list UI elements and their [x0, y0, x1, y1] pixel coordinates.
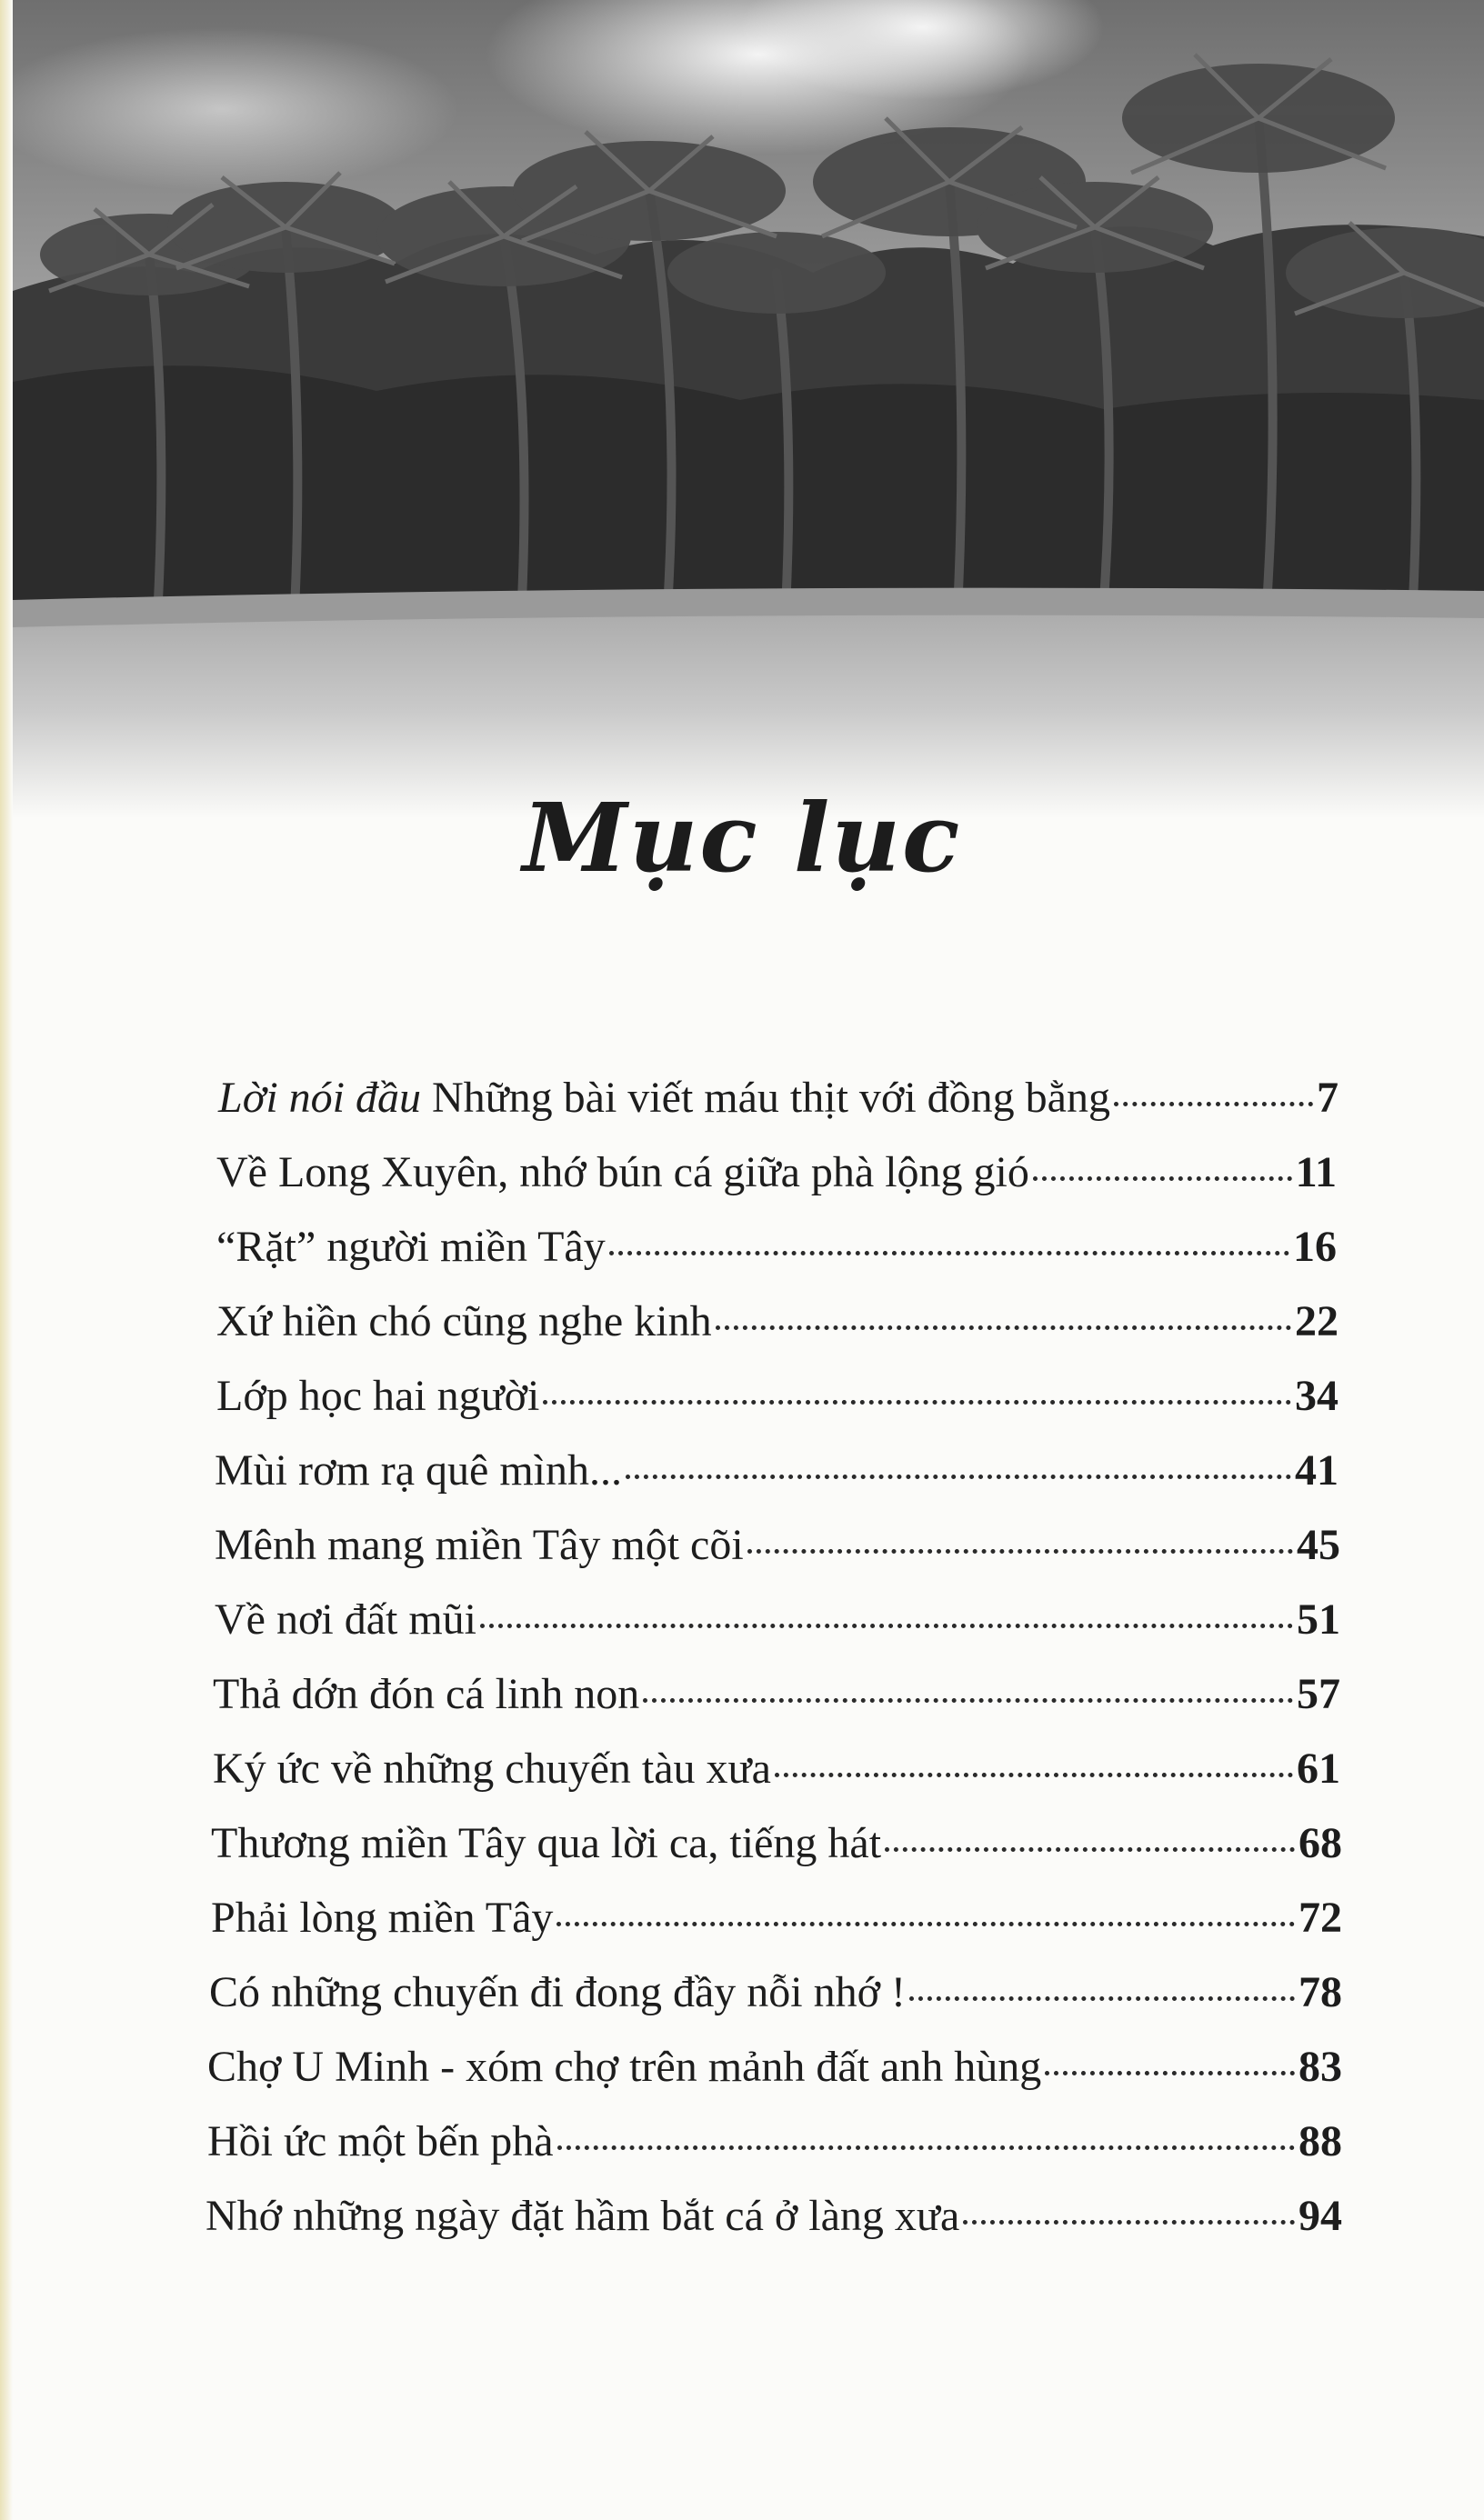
- palm-field-photo: [13, 0, 1484, 818]
- dot-leader: [480, 1624, 1293, 1628]
- page-title: Mục lục: [522, 782, 962, 894]
- dot-leader: [609, 1251, 1289, 1255]
- toc-entry-title: Lời nói đầu Những bài viết máu thịt với đồng bằng: [218, 1074, 1110, 1122]
- toc-entry-title: Mùi rơm rạ quê mình...: [215, 1446, 622, 1495]
- toc-entry: [206, 2191, 1342, 2255]
- toc-entry: [216, 1296, 1339, 1360]
- page-edge: [0, 0, 13, 2520]
- dot-leader: [626, 1475, 1291, 1479]
- toc-entry: [216, 1371, 1339, 1435]
- toc-entry-title: Thương miền Tây qua lời ca, tiếng hát: [211, 1819, 882, 1867]
- toc-entry: [215, 1445, 1339, 1509]
- toc-entry-title: Về nơi đất mũi: [215, 1595, 476, 1644]
- toc-entry-title: Thả dớn đón cá linh non: [213, 1670, 640, 1718]
- toc-entry-title: Mênh mang miền Tây một cõi: [215, 1521, 744, 1569]
- toc-entry-page: 11: [1295, 1148, 1337, 1196]
- toc-entry-page: 41: [1295, 1446, 1339, 1495]
- toc-entry-title: Về Long Xuyên, nhớ bún cá giữa phà lộng gió: [216, 1148, 1029, 1196]
- toc-entry-title: Chợ U Minh - xóm chợ trên mảnh đất anh hùng: [207, 2043, 1042, 2091]
- dot-leader: [1114, 1102, 1313, 1106]
- toc-entry-page: 16: [1293, 1223, 1337, 1271]
- dot-leader: [747, 1549, 1293, 1554]
- toc-entry-title: Lớp học hai người: [216, 1372, 540, 1420]
- toc-entry-page: 78: [1298, 1968, 1342, 2016]
- toc-entry-title: Nhớ những ngày đặt hầm bắt cá ở làng xưa: [206, 2192, 960, 2240]
- dot-leader: [1045, 2071, 1295, 2075]
- toc-entry-page: 68: [1298, 1819, 1342, 1867]
- toc-entry: [215, 1595, 1340, 1658]
- toc-entry-page: 61: [1297, 1745, 1340, 1793]
- toc-entry: [207, 2042, 1342, 2105]
- dot-leader: [1033, 1176, 1292, 1181]
- toc-entry: [215, 1520, 1340, 1584]
- toc-entry-title: Ký ức về những chuyến tàu xưa: [213, 1745, 771, 1793]
- toc-entry: [211, 1893, 1342, 1956]
- toc-entry-title: Hồi ức một bến phà: [207, 2117, 554, 2165]
- toc-entry-page: 83: [1298, 2043, 1342, 2091]
- toc-entry: [209, 1967, 1342, 2031]
- toc-entry-page: 34: [1295, 1372, 1339, 1420]
- toc-entry: [213, 1669, 1340, 1733]
- toc-entry: [218, 1073, 1339, 1136]
- toc-entry: [213, 1744, 1340, 1807]
- toc-entry: [207, 2116, 1342, 2180]
- toc-entry-page: 88: [1298, 2117, 1342, 2165]
- dot-leader: [963, 2220, 1295, 2225]
- dot-leader: [557, 2145, 1295, 2150]
- toc-entry-prefix: Lời nói đầu: [218, 1074, 421, 1122]
- toc-entry-page: 7: [1317, 1074, 1339, 1122]
- toc-entry-page: 22: [1295, 1297, 1339, 1345]
- toc-entry-page: 57: [1297, 1670, 1340, 1718]
- dot-leader: [885, 1847, 1295, 1852]
- header-photo: [13, 0, 1484, 818]
- toc-entry: [216, 1222, 1337, 1285]
- dot-leader: [909, 1996, 1295, 2001]
- toc-entry-page: 72: [1298, 1894, 1342, 1942]
- toc-entry-page: 45: [1297, 1521, 1340, 1569]
- dot-leader: [716, 1325, 1291, 1330]
- toc-entry-title: Phải lòng miền Tây: [211, 1894, 554, 1942]
- toc-entry-page: 51: [1297, 1595, 1340, 1644]
- toc-entry-title: “Rặt” người miền Tây: [216, 1223, 606, 1271]
- toc-entry: [216, 1147, 1337, 1211]
- dot-leader: [556, 1922, 1295, 1926]
- toc-entry: [211, 1818, 1342, 1882]
- dot-leader: [543, 1400, 1291, 1405]
- toc-entry-title: Xứ hiền chó cũng nghe kinh: [216, 1297, 712, 1345]
- toc-entry-title: Có những chuyến đi đong đầy nỗi nhớ !: [209, 1968, 906, 2016]
- toc-entry-page: 94: [1298, 2192, 1342, 2240]
- dot-leader: [643, 1698, 1293, 1703]
- dot-leader: [775, 1773, 1293, 1777]
